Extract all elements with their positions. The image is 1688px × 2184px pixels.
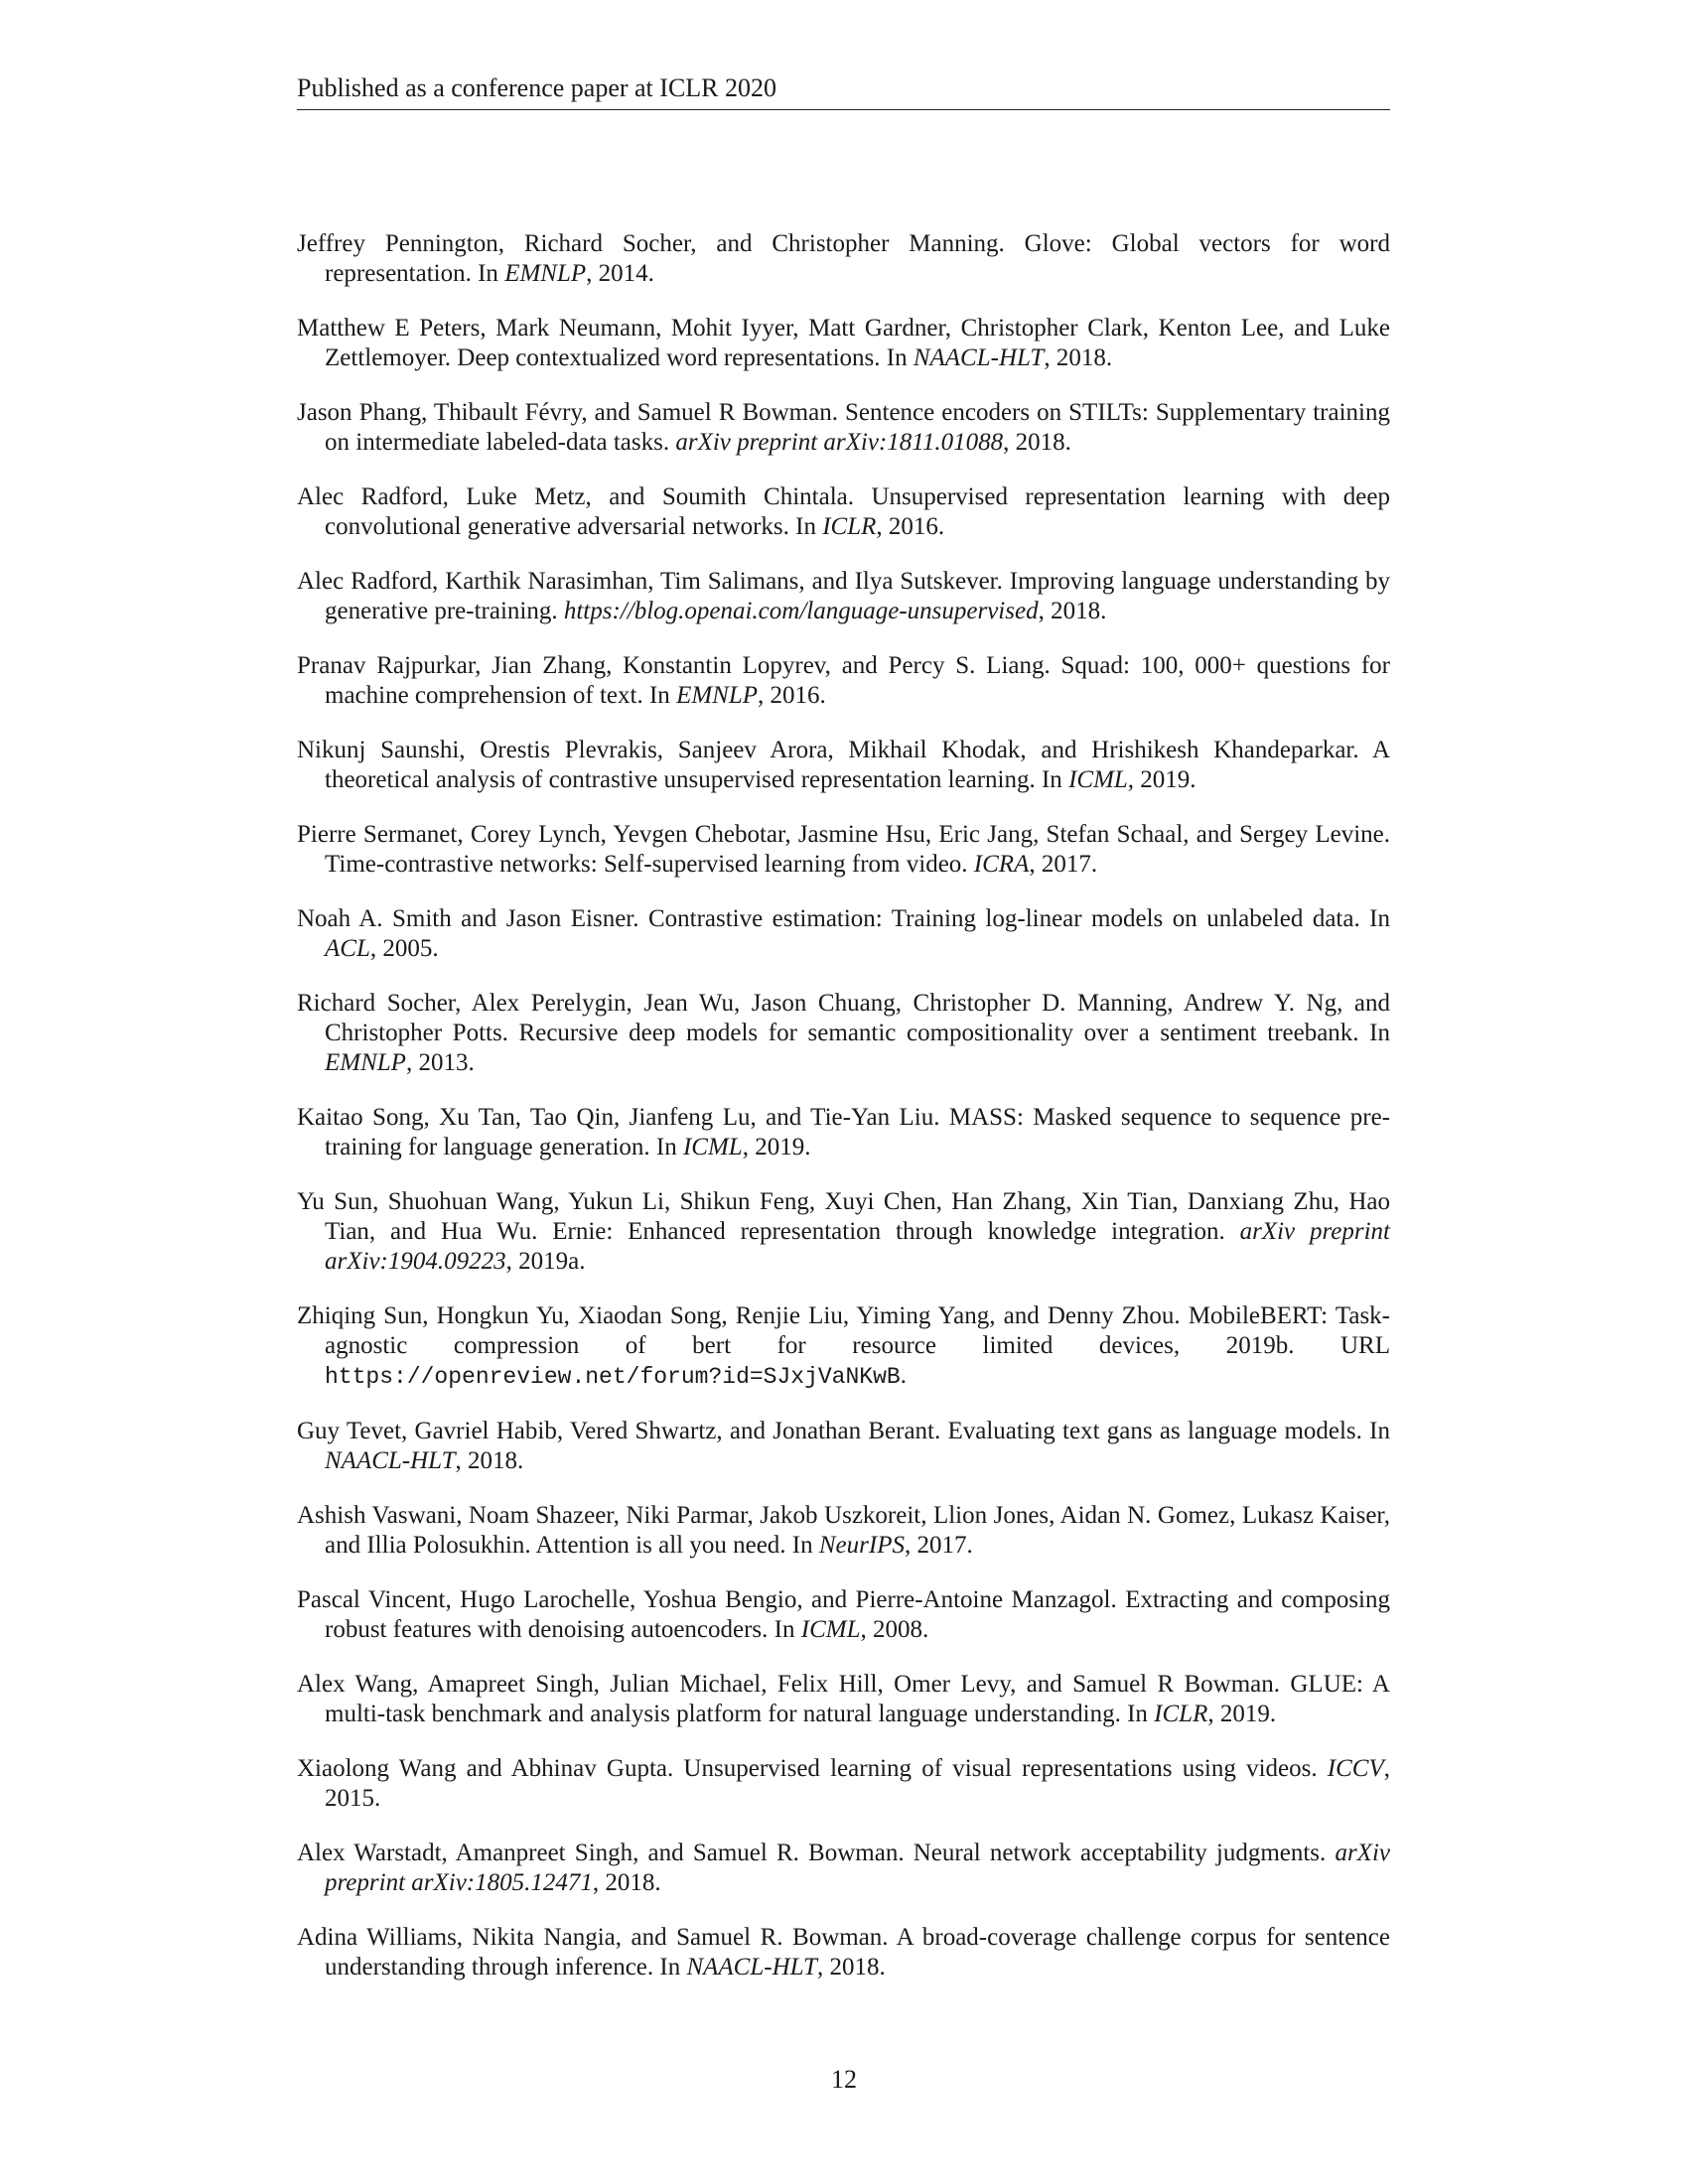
reference-text: , 2018. [592,1869,661,1896]
reference-entry [297,1585,1390,1645]
reference-venue: ACL [325,935,370,962]
reference-venue: arXiv preprint arXiv:1811.01088 [675,429,1004,456]
reference-text: Alex Warstadt, Amanpreet Singh, and Samuel R. Bowman. Neural network acceptability judgments. [297,1840,1336,1866]
reference-text: Adina Williams, Nikita Nangia, and Samuel R. Bowman. A broad-coverage challenge corpus for sentence understanding through inference. In [297,1924,1390,1980]
reference-entry [297,1501,1390,1561]
reference-text: Zhiqing Sun, Hongkun Yu, Xiaodan Song, Renjie Liu, Yiming Yang, and Denny Zhou. MobileBERT: Task-agnostic compression of bert for resource limited devices, 2019b. URL [297,1302,1390,1359]
reference-entry [297,567,1390,626]
reference-text: , 2017. [1029,851,1098,878]
reference-text: , 2019. [742,1134,811,1160]
reference-text: , 2014. [586,260,654,287]
reference-entry [297,229,1390,289]
reference-entry [297,989,1390,1078]
reference-text: , 2005. [369,935,439,962]
reference-entry [297,651,1390,711]
reference-entry [297,736,1390,795]
reference-text: , 2015. [325,1755,1390,1812]
reference-venue: NAACL-HLT [325,1447,456,1474]
reference-entry [297,1754,1390,1814]
reference-text: Pierre Sermanet, Corey Lynch, Yevgen Chebotar, Jasmine Hsu, Eric Jang, Stefan Schaal, and Sergey Levine. Time-contrastive networks: Self-supervised learning from video. [297,821,1390,878]
reference-text: , 2016. [876,513,945,540]
reference-entry [297,1187,1390,1277]
reference-venue: ICRA [973,851,1030,878]
reference-text: , 2019a. [505,1248,586,1275]
reference-text: , 2008. [860,1616,929,1643]
reference-text: Kaitao Song, Xu Tan, Tao Qin, Jianfeng Lu, and Tie-Yan Liu. MASS: Masked sequence to sequence pre-training for language generation. In [297,1104,1390,1160]
reference-text: Matthew E Peters, Mark Neumann, Mohit Iyyer, Matt Gardner, Christopher Clark, Kenton Lee, and Luke Zettlemoyer. Deep contextualized word representations. In [297,315,1390,371]
reference-venue: ICCV [1327,1755,1384,1782]
reference-text: Ashish Vaswani, Noam Shazeer, Niki Parmar, Jakob Uszkoreit, Llion Jones, Aidan N. Gomez, Lukasz Kaiser, and Illia Polosukhin. Attention is all you need. In [297,1502,1390,1559]
reference-entry [297,1923,1390,1982]
reference-entry [297,1103,1390,1162]
reference-venue: arXiv preprint arXiv:1904.09223 [325,1218,1390,1275]
reference-entry [297,1417,1390,1476]
reference-venue: ICLR [822,513,877,540]
reference-text: , 2019. [1207,1701,1277,1727]
reference-text: Pranav Rajpurkar, Jian Zhang, Konstantin Lopyrev, and Percy S. Liang. Squad: 100, 000+ questions for machine comprehension of text. In [297,652,1390,709]
reference-text: , 2016. [758,682,826,709]
reference-venue: EMNLP [676,682,759,709]
reference-entry [297,1301,1390,1392]
reference-text: Alec Radford, Luke Metz, and Soumith Chintala. Unsupervised representation learning with deep convolutional generative adversarial networks. In [297,483,1390,540]
reference-text: Jason Phang, Thibault Févry, and Samuel R Bowman. Sentence encoders on STILTs: Supplementary training on intermediate labeled-data tasks. [297,399,1390,456]
reference-venue: EMNLP [504,260,587,287]
reference-text: . [900,1362,907,1389]
reference-text: , 2017. [904,1532,973,1559]
reference-entry [297,482,1390,542]
reference-url-link[interactable]: https://openreview.net/forum?id=SJxjVaNKwB [325,1364,901,1390]
reference-venue: ICML [1068,766,1128,793]
reference-venue: ICML [682,1134,743,1160]
reference-text: Guy Tevet, Gavriel Habib, Vered Shwartz, and Jonathan Berant. Evaluating text gans as language models. In [297,1418,1390,1444]
reference-venue: NAACL-HLT [913,344,1045,371]
reference-text: Nikunj Saunshi, Orestis Plevrakis, Sanjeev Arora, Mikhail Khodak, and Hrishikesh Khandeparkar. A theoretical analysis of contrastive unsupervised representation learning. In [297,737,1390,793]
reference-text: Richard Socher, Alex Perelygin, Jean Wu, Jason Chuang, Christopher D. Manning, Andrew Y. Ng, and Christopher Potts. Recursive deep models for semantic compositionality over a sentiment treebank. In [297,990,1390,1046]
reference-entry [297,904,1390,964]
reference-text: , 2013. [405,1049,475,1076]
reference-venue: ICLR [1154,1701,1208,1727]
reference-venue: EMNLP [325,1049,406,1076]
reference-entry [297,1670,1390,1729]
reference-text: Noah A. Smith and Jason Eisner. Contrastive estimation: Training log-linear models on unlabeled data. In [297,905,1390,932]
reference-text: Alex Wang, Amapreet Singh, Julian Michael, Felix Hill, Omer Levy, and Samuel R Bowman. GLUE: A multi-task benchmark and analysis platform for natural language understanding. In [297,1671,1390,1727]
reference-venue: arXiv preprint arXiv:1805.12471 [325,1840,1390,1896]
reference-text: , 2018. [1003,429,1071,456]
reference-text: , 2018. [1044,344,1113,371]
reference-entry [297,398,1390,458]
reference-text: Alec Radford, Karthik Narasimhan, Tim Salimans, and Ilya Sutskever. Improving language understanding by generative pre-training. [297,568,1390,624]
reference-venue: NeurIPS [818,1532,905,1559]
reference-list [297,229,1390,2007]
running-header: Published as a conference paper at ICLR 2020 [297,71,1390,110]
page-number: 12 [831,2065,857,2094]
reference-venue: https://blog.openai.com/language-unsupervised [563,598,1039,624]
reference-venue: ICML [800,1616,861,1643]
reference-text: , 2018. [1038,598,1107,624]
reference-text: Yu Sun, Shuohuan Wang, Yukun Li, Shikun Feng, Xuyi Chen, Han Zhang, Xin Tian, Danxiang Zhu, Hao Tian, and Hua Wu. Ernie: Enhanced representation through knowledge integration. [297,1188,1390,1245]
reference-entry [297,314,1390,373]
reference-text: , 2018. [455,1447,524,1474]
reference-text: Pascal Vincent, Hugo Larochelle, Yoshua Bengio, and Pierre-Antoine Manzagol. Extracting and composing robust features with denoising autoencoders. In [297,1586,1390,1643]
reference-venue: NAACL-HLT [686,1954,817,1980]
reference-entry [297,1839,1390,1898]
reference-entry [297,820,1390,880]
reference-text: Xiaolong Wang and Abhinav Gupta. Unsupervised learning of visual representations using videos. [297,1755,1328,1782]
reference-text: Jeffrey Pennington, Richard Socher, and Christopher Manning. Glove: Global vectors for word representation. In [297,230,1390,287]
reference-text: , 2019. [1127,766,1196,793]
reference-text: , 2018. [816,1954,886,1980]
